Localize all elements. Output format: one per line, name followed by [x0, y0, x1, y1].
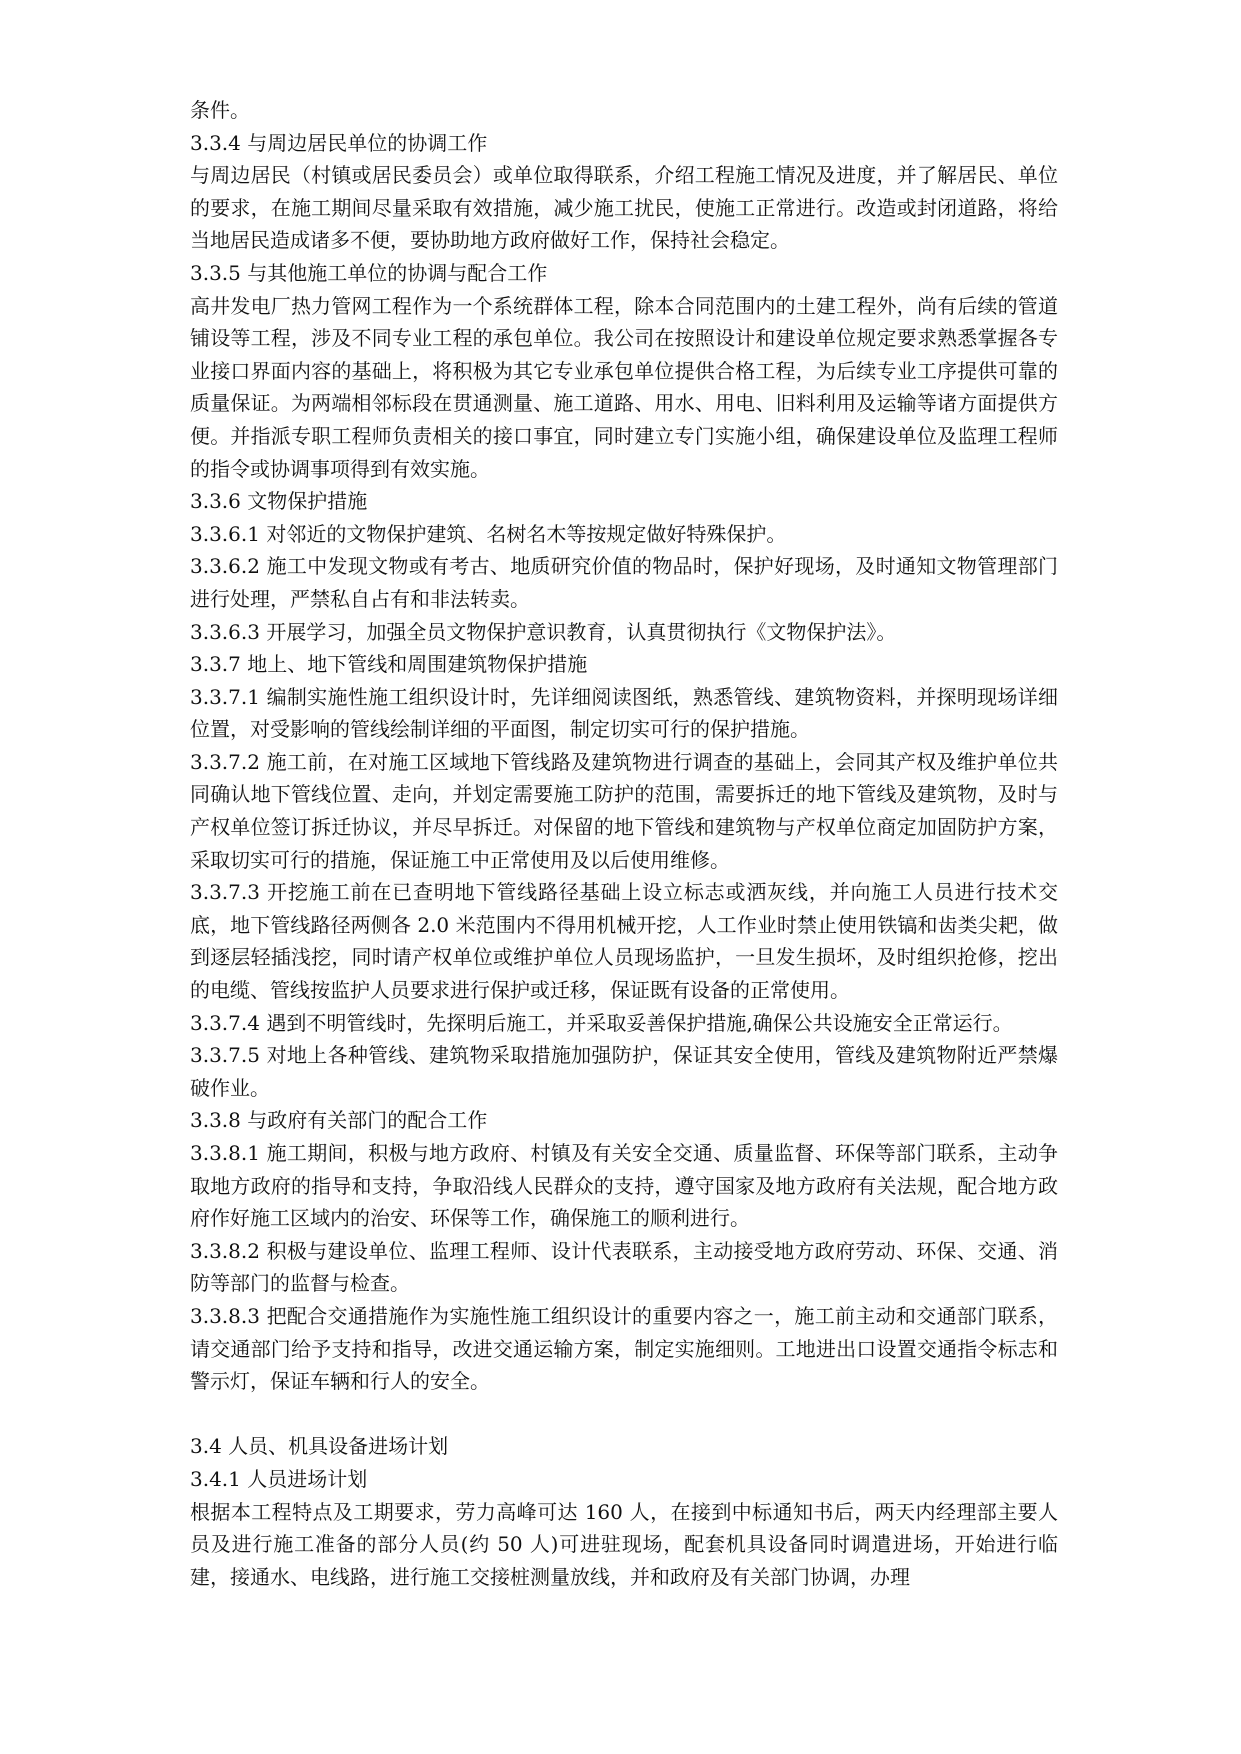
document-page [190, 94, 1058, 1593]
paragraph-3-3-7-1: 3.3.7.1 编制实施性施工组织设计时，先详细阅读图纸，熟悉管线、建筑物资料，并探明现场详细位置，对受影响的管线绘制详细的平面图，制定切实可行的保护措施。 [190, 684, 1058, 742]
paragraph-3-3-7-3: 3.3.7.3 开挖施工前在已查明地下管线路径基础上设立标志或洒灰线，并向施工人员进行技术交底，地下管线路径两侧各 2.0 米范围内不得用机械开挖，人工作业时禁止使用铁镐和齿类尖耙，做到逐层轻插浅挖，同时请产权单位或维护单位人员现场监护，一旦发生损坏，及时组织抢修，挖出的电缆、管线按监护人员要求进行保护或迁移，保证既有设备的正常使用。 [190, 880, 1058, 1003]
heading-3-3-5: 3.3.5 与其他施工单位的协调与配合工作 [190, 260, 548, 285]
heading-3-4-1: 3.4.1 人员进场计划 [190, 1466, 368, 1491]
paragraph-3-3-6-1: 3.3.6.1 对邻近的文物保护建筑、名树名木等按规定做好特殊保护。 [190, 521, 787, 546]
heading-3-3-6: 3.3.6 文物保护措施 [190, 489, 368, 514]
heading-3-4: 3.4 人员、机具设备进场计划 [190, 1434, 449, 1459]
heading-3-3-7: 3.3.7 地上、地下管线和周围建筑物保护措施 [190, 652, 588, 677]
paragraph-3-3-8-1: 3.3.8.1 施工期间，积极与地方政府、村镇及有关安全交通、质量监督、环保等部门联系，主动争取地方政府的指导和支持，争取沿线人民群众的支持，遵守国家及地方政府有关法规，配合地方政府作好施工区域内的治安、环保等工作，确保施工的顺利进行。 [190, 1141, 1058, 1231]
paragraph-3-3-8-3: 3.3.8.3 把配合交通措施作为实施性施工组织设计的重要内容之一，施工前主动和交通部门联系，请交通部门给予支持和指导，改进交通运输方案，制定实施细则。工地进出口设置交通指令标志和警示灯，保证车辆和行人的安全。 [190, 1303, 1058, 1394]
heading-3-3-4: 3.3.4 与周边居民单位的协调工作 [190, 130, 488, 155]
paragraph-3-3-7-2: 3.3.7.2 施工前，在对施工区域地下管线路及建筑物进行调查的基础上，会同其产权及维护单位共同确认地下管线位置、走向，并划定需要施工防护的范围，需要拆迁的地下管线及建筑物，及时与产权单位签订拆迁协议，并尽早拆迁。对保留的地下管线和建筑物与产权单位商定加固防护方案，采取切实可行的措施，保证施工中正常使用及以后使用维修。 [190, 749, 1058, 872]
paragraph-3-3-6-3: 3.3.6.3 开展学习，加强全员文物保护意识教育，认真贯彻执行《文物保护法》。 [190, 619, 897, 644]
paragraph-3-3-5: 高井发电厂热力管网工程作为一个系统群体工程，除本合同范围内的土建工程外，尚有后续的管道铺设等工程，涉及不同专业工程的承包单位。我公司在按照设计和建设单位规定要求熟悉掌握各专业接口界面内容的基础上，将积极为其它专业承包单位提供合格工程，为后续专业工序提供可靠的质量保证。为两端相邻标段在贯通测量、施工道路、用水、用电、旧料利用及运输等诸方面提供方便。并指派专职工程师负责相关的接口事宜，同时建立专门实施小组，确保建设单位及监理工程师的指令或协调事项得到有效实施。 [190, 293, 1058, 481]
paragraph-3-3-6-2: 3.3.6.2 施工中发现文物或有考古、地质研究价值的物品时，保护好现场，及时通知文物管理部门进行处理，严禁私自占有和非法转卖。 [190, 554, 1058, 611]
paragraph-3-3-4: 与周边居民（村镇或居民委员会）或单位取得联系，介绍工程施工情况及进度，并了解居民、单位的要求，在施工期间尽量采取有效措施，减少施工扰民，使施工正常进行。改造或封闭道路，将给当地居民造成诸多不便，要协助地方政府做好工作，保持社会稳定。 [190, 163, 1058, 253]
paragraph-continuation: 条件。 [190, 98, 250, 122]
heading-3-3-8: 3.3.8 与政府有关部门的配合工作 [190, 1108, 488, 1133]
paragraph-3-3-7-4: 3.3.7.4 遇到不明管线时，先探明后施工，并采取妥善保护措施,确保公共设施安全正常运行。 [190, 1010, 1013, 1035]
paragraph-3-4-1: 根据本工程特点及工期要求，劳力高峰可达 160 人，在接到中标通知书后，两天内经理部主要人员及进行施工准备的部分人员(约 50 人)可进驻现场，配套机具设备同时调遣进场，开始进行临建，接通水、电线路，进行施工交接桩测量放线，并和政府及有关部门协调，办理 [190, 1499, 1058, 1589]
paragraph-3-3-8-2: 3.3.8.2 积极与建设单位、监理工程师、设计代表联系，主动接受地方政府劳动、环保、交通、消防等部门的监督与检查。 [190, 1238, 1058, 1296]
paragraph-3-3-7-5: 3.3.7.5 对地上各种管线、建筑物采取措施加强防护，保证其安全使用，管线及建筑物附近严禁爆破作业。 [190, 1043, 1058, 1100]
blank-line [190, 1398, 1058, 1431]
